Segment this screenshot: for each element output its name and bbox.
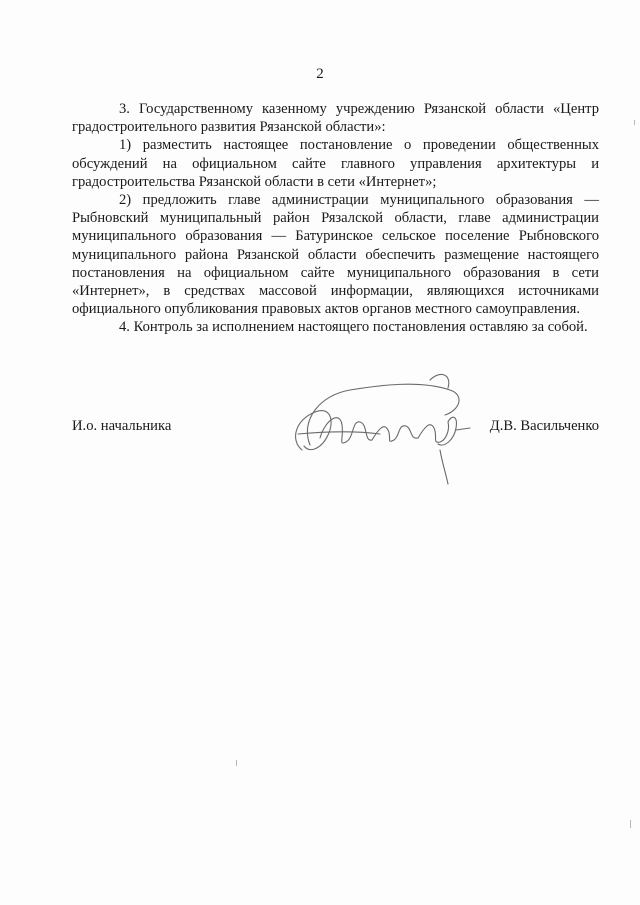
paragraph-item-4: 4. Контроль за исполнением настоящего постановления оставляю за собой. xyxy=(119,319,588,336)
paragraph-item-3: 3. Государственному казенному учреждению Рязанской области «Центр градостроительного развития Рязанской области»: xyxy=(72,101,599,136)
page-number: 2 xyxy=(316,66,324,82)
paragraph-subitem-1: 1) разместить настоящее постановление о проведении общественных обсуждений на официальном сайте главного управления архитектуры и градостроительства Рязанской области в сети «Интернет»; xyxy=(72,137,599,190)
signatory-position: И.о. начальника xyxy=(72,418,172,434)
signatory-name: Д.В. Васильченко xyxy=(489,418,599,434)
scan-speck xyxy=(630,820,631,828)
scan-speck xyxy=(236,760,237,766)
paragraph-subitem-2: 2) предложить главе администрации муниципального образования — Рыбновский муниципальный район Рязалской области, главе администрации муниципального образования — Батуринское сельское поселение Рыбновского муниципального района Рязанской области обеспечить размещение настоящего постановления на официальном сайте муниципального образования в сети «Интернет», в средствах массовой информации, являющихся источниками официального опубликования правовых актов органов местного самоуправления. xyxy=(72,192,599,318)
document-body xyxy=(72,100,599,337)
scan-speck xyxy=(634,120,635,125)
signature-block xyxy=(72,418,599,442)
